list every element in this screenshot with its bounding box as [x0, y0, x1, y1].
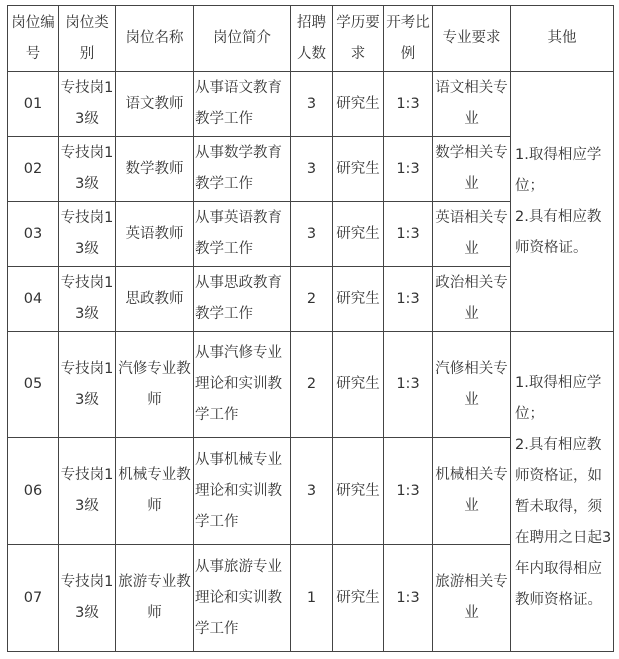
cell-ratio: 1:3 — [384, 202, 433, 267]
cell-ratio: 1:3 — [384, 267, 433, 332]
cell-count: 3 — [291, 202, 333, 267]
table-row — [8, 72, 614, 137]
cell-education: 研究生 — [333, 267, 384, 332]
cell-code: 01 — [8, 72, 59, 137]
cell-ratio: 1:3 — [384, 72, 433, 137]
cell-education: 研究生 — [333, 332, 384, 438]
cell-count: 2 — [291, 332, 333, 438]
cell-education: 研究生 — [333, 202, 384, 267]
header-major: 专业要求 — [433, 6, 511, 72]
cell-name: 思政教师 — [116, 267, 194, 332]
cell-major: 语文相关专业 — [433, 72, 511, 137]
cell-code: 03 — [8, 202, 59, 267]
other-line-1: 1.取得相应学位； — [515, 374, 602, 422]
cell-category: 专技岗13级 — [59, 267, 116, 332]
cell-other-group-2 — [511, 332, 614, 652]
cell-name: 数学教师 — [116, 137, 194, 202]
cell-ratio: 1:3 — [384, 545, 433, 652]
cell-ratio: 1:3 — [384, 332, 433, 438]
other-line-1: 1.取得相应学位； — [515, 146, 602, 194]
header-other: 其他 — [511, 6, 614, 72]
cell-category: 专技岗13级 — [59, 137, 116, 202]
cell-name: 英语教师 — [116, 202, 194, 267]
cell-name: 语文教师 — [116, 72, 194, 137]
cell-category: 专技岗13级 — [59, 72, 116, 137]
cell-code: 04 — [8, 267, 59, 332]
cell-name: 汽修专业教师 — [116, 332, 194, 438]
recruitment-table — [7, 5, 614, 652]
cell-major: 汽修相关专业 — [433, 332, 511, 438]
cell-education: 研究生 — [333, 137, 384, 202]
cell-education: 研究生 — [333, 72, 384, 137]
cell-category: 专技岗13级 — [59, 545, 116, 652]
cell-category: 专技岗13级 — [59, 202, 116, 267]
cell-name: 机械专业教师 — [116, 438, 194, 545]
cell-count: 2 — [291, 267, 333, 332]
cell-count: 3 — [291, 72, 333, 137]
cell-intro: 从事机械专业理论和实训教学工作 — [194, 438, 291, 545]
header-name: 岗位名称 — [116, 6, 194, 72]
header-ratio: 开考比例 — [384, 6, 433, 72]
cell-major: 英语相关专业 — [433, 202, 511, 267]
cell-other-group-1 — [511, 72, 614, 332]
header-row — [8, 6, 614, 72]
cell-name: 旅游专业教师 — [116, 545, 194, 652]
cell-intro: 从事旅游专业理论和实训教学工作 — [194, 545, 291, 652]
cell-code: 06 — [8, 438, 59, 545]
other-line-2: 2.具有相应教师资格证，如暂未取得，须在聘用之日起3年内取得相应教师资格证。 — [515, 436, 612, 608]
cell-category: 专技岗13级 — [59, 332, 116, 438]
cell-major: 数学相关专业 — [433, 137, 511, 202]
cell-intro: 从事数学教育教学工作 — [194, 137, 291, 202]
cell-intro: 从事英语教育教学工作 — [194, 202, 291, 267]
cell-major: 旅游相关专业 — [433, 545, 511, 652]
cell-intro: 从事思政教育教学工作 — [194, 267, 291, 332]
header-code: 岗位编号 — [8, 6, 59, 72]
cell-major: 政治相关专业 — [433, 267, 511, 332]
cell-education: 研究生 — [333, 545, 384, 652]
cell-intro: 从事语文教育教学工作 — [194, 72, 291, 137]
table-row — [8, 332, 614, 438]
header-education: 学历要求 — [333, 6, 384, 72]
cell-code: 02 — [8, 137, 59, 202]
cell-count: 3 — [291, 438, 333, 545]
cell-ratio: 1:3 — [384, 137, 433, 202]
header-intro: 岗位简介 — [194, 6, 291, 72]
cell-major: 机械相关专业 — [433, 438, 511, 545]
cell-education: 研究生 — [333, 438, 384, 545]
header-category: 岗位类别 — [59, 6, 116, 72]
header-count: 招聘人数 — [291, 6, 333, 72]
cell-category: 专技岗13级 — [59, 438, 116, 545]
cell-ratio: 1:3 — [384, 438, 433, 545]
cell-intro: 从事汽修专业理论和实训教学工作 — [194, 332, 291, 438]
cell-code: 05 — [8, 332, 59, 438]
cell-count: 3 — [291, 137, 333, 202]
cell-count: 1 — [291, 545, 333, 652]
cell-code: 07 — [8, 545, 59, 652]
other-line-2: 2.具有相应教师资格证。 — [515, 208, 602, 256]
